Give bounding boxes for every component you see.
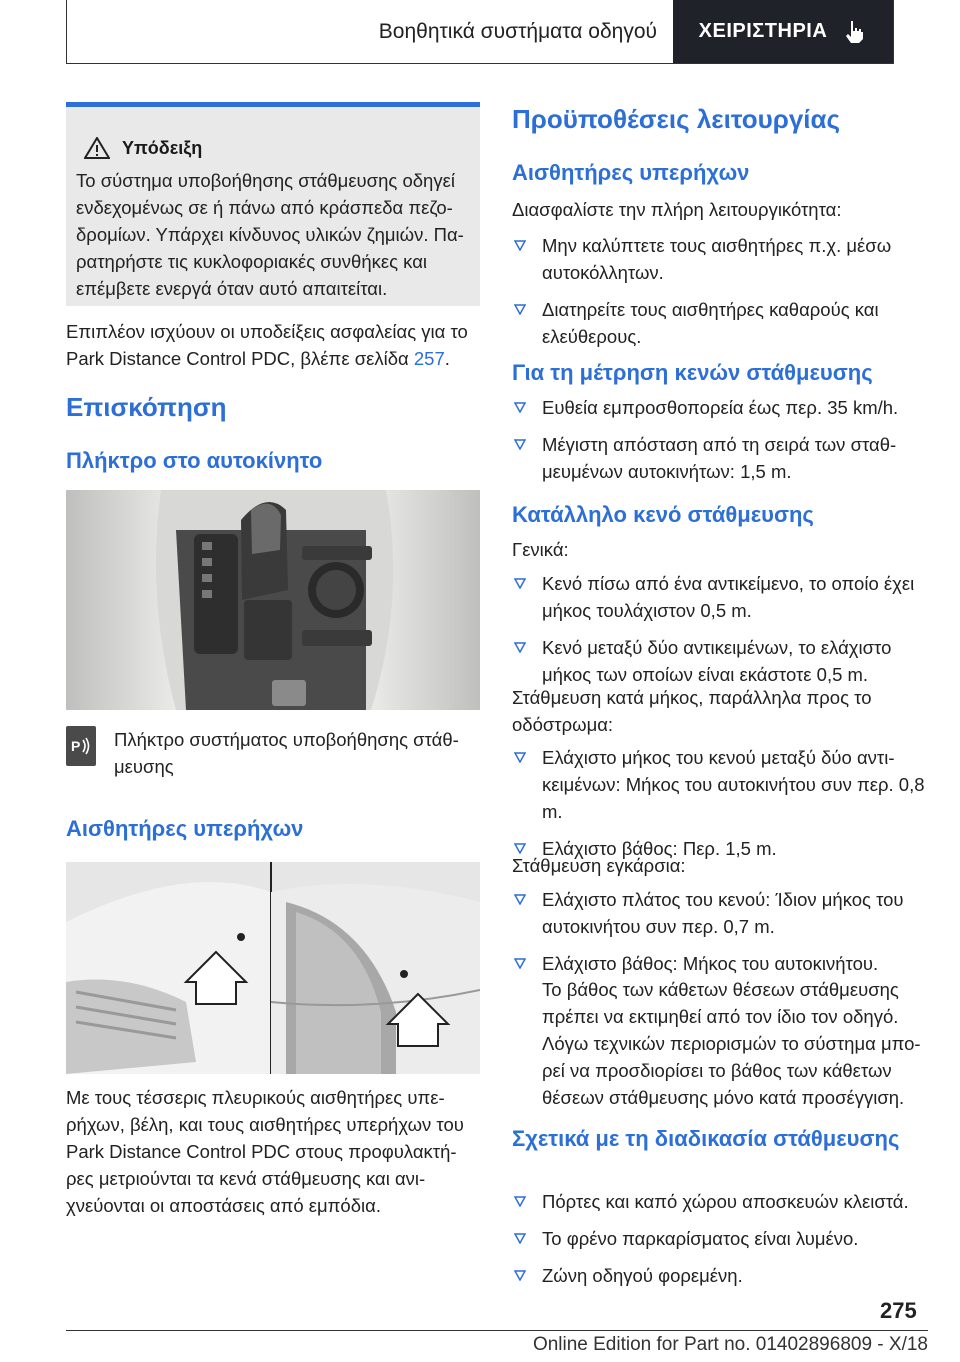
edition-footer: Online Edition for Part no. 01402896809 - X/18 bbox=[532, 1334, 928, 1355]
page-header bbox=[66, 0, 894, 64]
list-item: Ελάχιστο βάθος: Μήκος του αυτοκινήτου. bbox=[512, 950, 926, 977]
list-item: Ελάχιστο βάθος: Περ. 1,5 m. bbox=[512, 835, 926, 862]
center-console-image bbox=[66, 490, 480, 710]
safety-reference-text: Επιπλέον ισχύουν οι υποδείξεις ασφαλείας για το Park Distance Control PDC, βλέπε σελίδα bbox=[66, 321, 468, 369]
bullet-triangle-icon bbox=[514, 1232, 526, 1244]
svg-text:P: P bbox=[71, 738, 81, 754]
general-label: Γενικά: bbox=[512, 539, 569, 560]
warning-triangle-icon bbox=[84, 137, 110, 159]
parallel-label: Στάθμευση κατά μήκος, παράλληλα προς το οδόστρωμα: bbox=[512, 687, 872, 735]
ultrasonic-sensors-heading: Αισθητήρες υπερήχων bbox=[66, 816, 304, 841]
measure-heading: Για τη μέτρηση κενών στάθμευσης bbox=[512, 360, 873, 385]
procedure-bullet-list bbox=[512, 1188, 926, 1299]
notice-body: Το σύστημα υποβοήθησης στάθμευσης οδηγεί ενδεχομένως σε ή πάνω από κράσπεδα πεζο-δρομίων. Υπάρχει κίνδυνος υλικών ζημιών. Πα-ρατηρήστε τις κυκλοφοριακές συνθήκες και επέμβετε ενεργά όταν αυτό απαιτείται. bbox=[76, 170, 464, 299]
general-bullet-list bbox=[512, 570, 926, 698]
footer-divider bbox=[66, 1330, 928, 1331]
ultrasonic-sensors-image bbox=[66, 862, 480, 1074]
bullet-triangle-icon bbox=[514, 577, 526, 589]
list-item: Ζώνη οδηγού φορεμένη. bbox=[512, 1262, 926, 1289]
bullet-triangle-icon bbox=[514, 641, 526, 653]
sensors-description: Με τους τέσσερις πλευρικούς αισθητήρες υπε-ρήχων, βέλη, και τους αισθητήρες υπερήχων του Park Distance Control PDC στους προφυλακτή-ρες μετριούνται τα κενά στάθμευσης και ανι-χνεύονται οι αποστάσεις από εμπόδια. bbox=[66, 1087, 464, 1216]
bullet-triangle-icon bbox=[514, 751, 526, 763]
bullet-triangle-icon bbox=[514, 401, 526, 413]
section-title: Βοηθητικά συστήματα οδηγού bbox=[378, 19, 657, 43]
safety-reference bbox=[66, 318, 480, 372]
measure-bullet-list bbox=[512, 394, 926, 495]
hand-pointer-icon bbox=[841, 19, 867, 45]
bullet-triangle-icon bbox=[514, 1195, 526, 1207]
chapter-tab bbox=[673, 0, 893, 63]
suitable-space-heading: Κατάλληλο κενό στάθμευσης bbox=[512, 502, 814, 527]
list-item: Κενό μεταξύ δύο αντικειμένων, το ελάχιστο μήκος των οποίων είναι εκάστοτε 0,5 m. bbox=[512, 634, 926, 688]
bullet-triangle-icon bbox=[514, 303, 526, 315]
bullet-triangle-icon bbox=[514, 893, 526, 905]
parking-assistant-button-icon bbox=[66, 726, 96, 766]
button-heading: Πλήκτρο στο αυτοκίνητο bbox=[66, 448, 323, 473]
perpendicular-note: Το βάθος των κάθετων θέσεων στάθμευσης πρέπει να εκτιμηθεί από τον ίδιο τον οδηγό. Λόγω τεχνικών περιορισμών το σύστημα μπο-ρεί να προσδιορίσει το βάθος των κάθετων θέσεων στάθμευσης μόνο κατά προσέγγιση. bbox=[542, 979, 921, 1108]
list-item: Ευθεία εμπροσθοπορεία έως περ. 35 km/h. bbox=[512, 394, 926, 421]
list-item: Μην καλύπτετε τους αισθητήρες π.χ. μέσω αυτοκόλλητων. bbox=[512, 232, 926, 286]
list-item: Ελάχιστο πλάτος του κενού: Ίδιον μήκος του αυτοκινήτου συν περ. 0,7 m. bbox=[512, 886, 926, 940]
list-item: Ελάχιστο μήκος του κενού μεταξύ δύο αντι-κειμένων: Μήκος του αυτοκινήτου συν περ. 0,8 m. bbox=[512, 744, 926, 825]
bullet-triangle-icon bbox=[514, 1269, 526, 1281]
right-sensors-heading: Αισθητήρες υπερήχων bbox=[512, 160, 750, 185]
chapter-title: ΧΕΙΡΙΣΤΗΡΙΑ bbox=[698, 20, 828, 42]
bullet-triangle-icon bbox=[514, 239, 526, 251]
procedure-heading: Σχετικά με τη διαδικασία στάθμευσης bbox=[512, 1126, 900, 1151]
sensors-bullet-list bbox=[512, 232, 926, 360]
safety-reference-end: . bbox=[444, 348, 450, 369]
button-caption bbox=[66, 726, 480, 780]
button-caption-text: Πλήκτρο συστήματος υποβοήθησης στάθ-μευσης bbox=[114, 729, 459, 777]
bullet-triangle-icon bbox=[514, 957, 526, 969]
notice-heading bbox=[84, 137, 202, 159]
list-item: Το φρένο παρκαρίσματος είναι λυμένο. bbox=[512, 1225, 926, 1252]
list-item: Κενό πίσω από ένα αντικείμενο, το οποίο έχει μήκος τουλάχιστον 0,5 m. bbox=[512, 570, 926, 624]
overview-heading: Επισκόπηση bbox=[66, 392, 227, 422]
list-item: Πόρτες και καπό χώρου αποσκευών κλειστά. bbox=[512, 1188, 926, 1215]
list-item: Μέγιστη απόσταση από τη σειρά των σταθ-μευμένων αυτοκινήτων: 1,5 m. bbox=[512, 431, 926, 485]
sensors-intro: Διασφαλίστε την πλήρη λειτουργικότητα: bbox=[512, 199, 842, 220]
perpendicular-label: Στάθμευση εγκάρσια: bbox=[512, 855, 686, 876]
warning-notice bbox=[66, 102, 480, 306]
prerequisites-heading: Προϋποθέσεις λειτουργίας bbox=[512, 104, 841, 134]
bullet-triangle-icon bbox=[514, 438, 526, 450]
perpendicular-bullet-list bbox=[512, 886, 926, 979]
page-link-257[interactable]: 257 bbox=[413, 348, 445, 369]
notice-title: Υπόδειξη bbox=[122, 137, 203, 158]
page-number: 275 bbox=[880, 1298, 917, 1323]
list-item: Διατηρείτε τους αισθητήρες καθαρούς και ελεύθερους. bbox=[512, 296, 926, 350]
